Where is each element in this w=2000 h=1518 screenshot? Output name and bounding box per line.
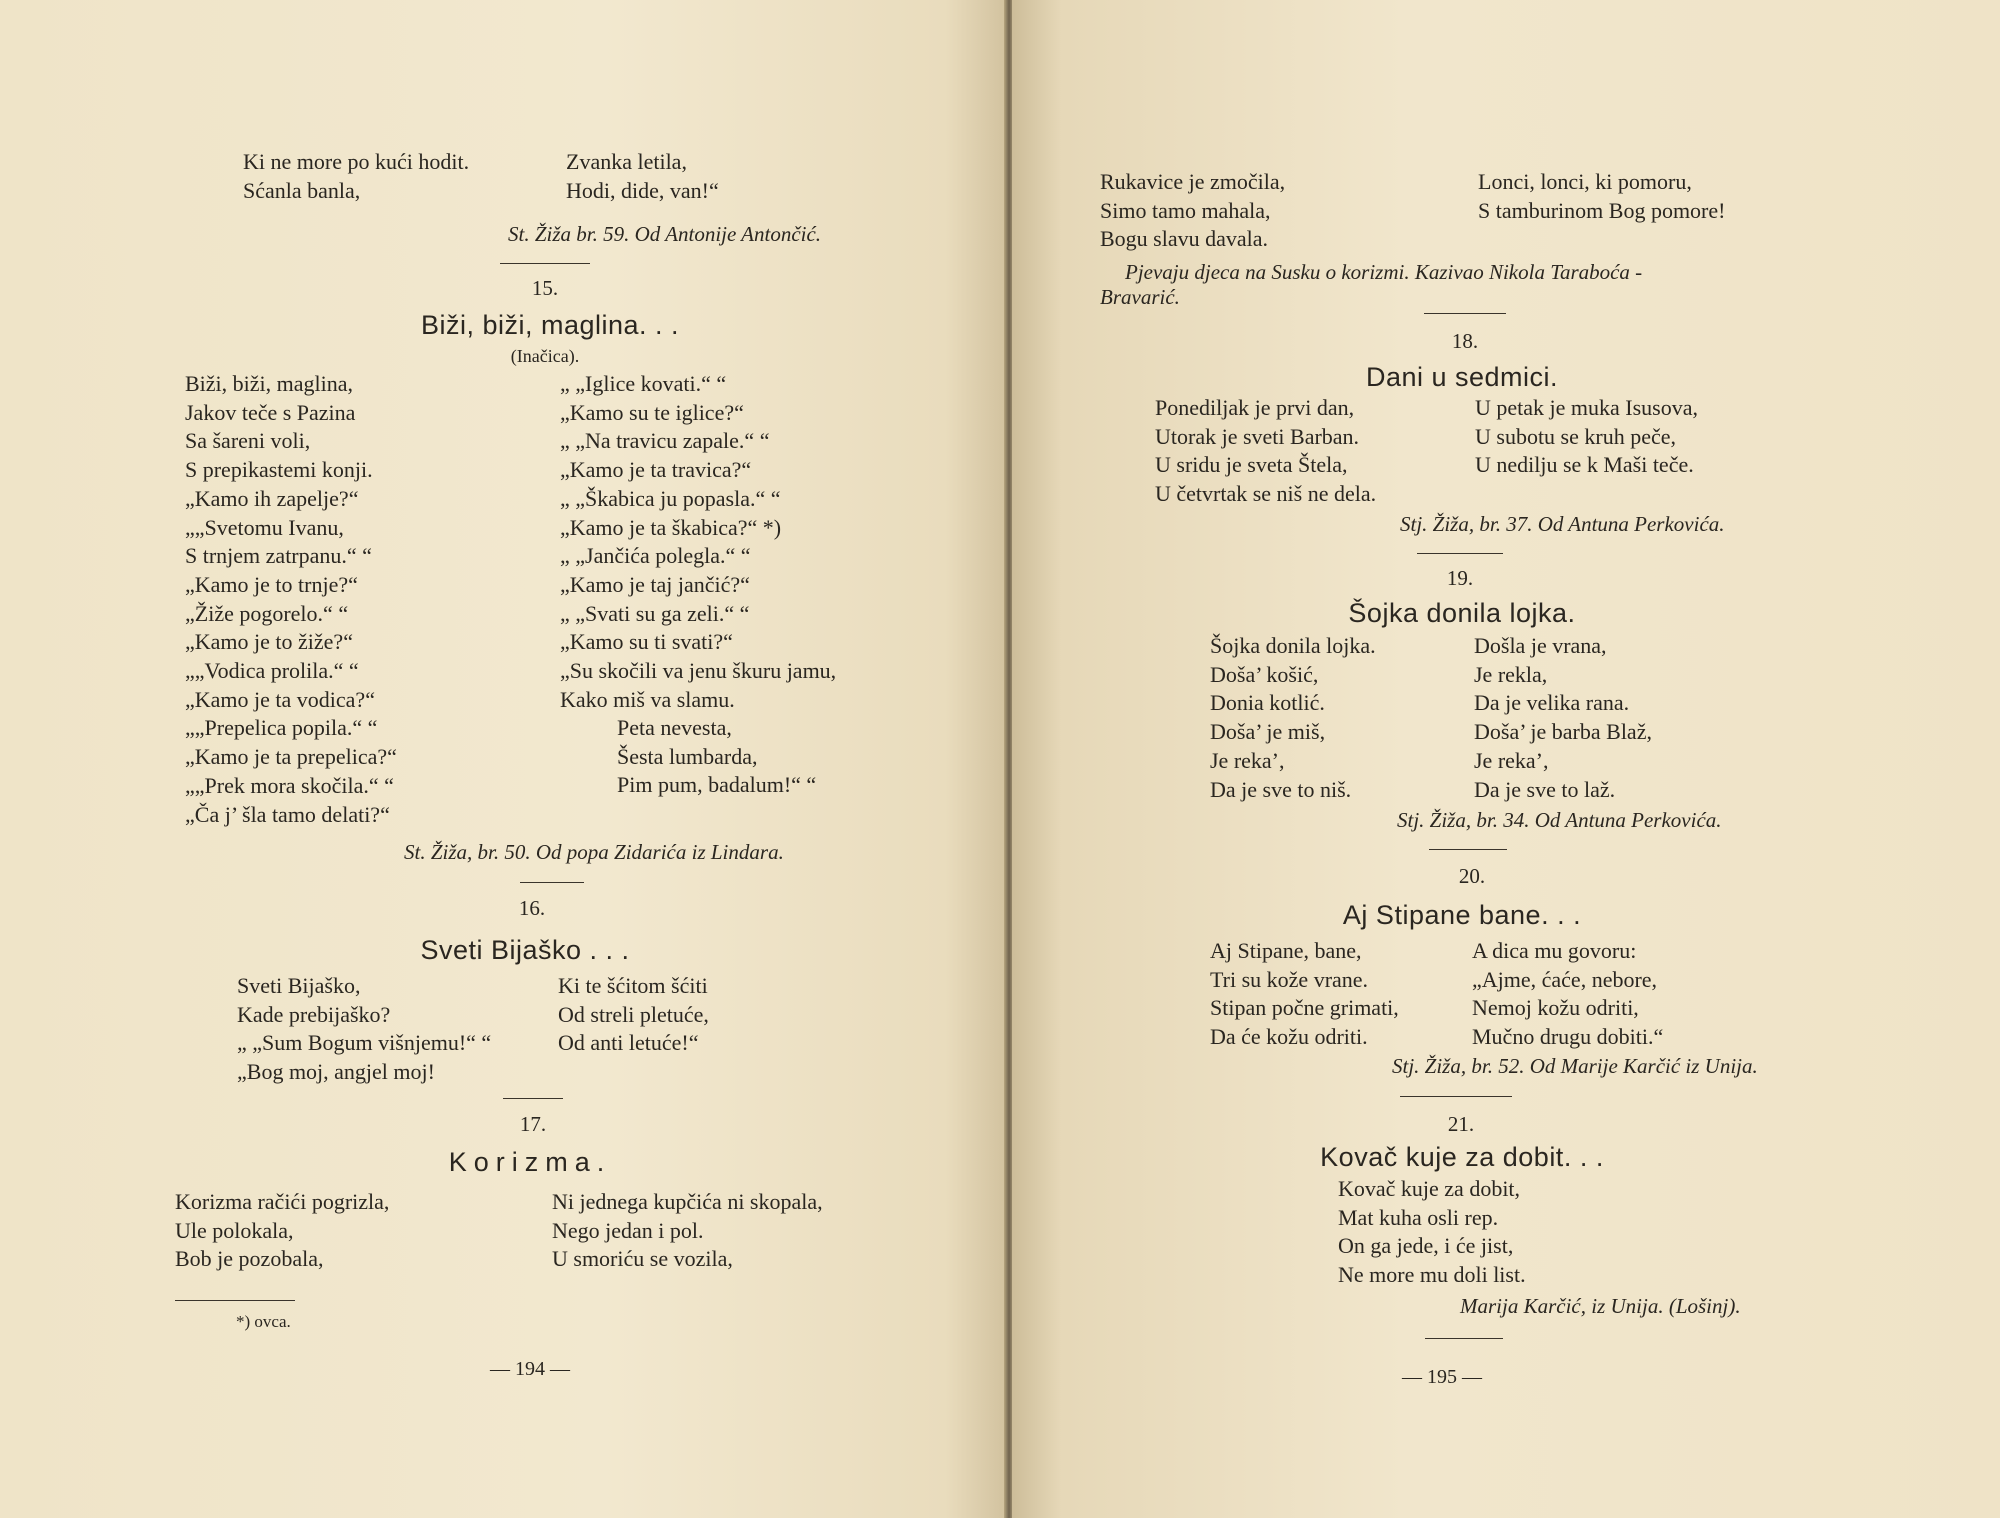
section-number: 21. bbox=[1447, 1112, 1475, 1136]
verse-line: „ „Jančića polegla.“ “ bbox=[560, 543, 751, 569]
verse-column-1 bbox=[1155, 394, 1376, 509]
verse-line: „Kamo je taj jančić?“ bbox=[560, 571, 750, 597]
verse-line: S tamburinom Bog pomore! bbox=[1478, 197, 1726, 223]
verse-line: U smoriću se vozila, bbox=[552, 1246, 733, 1272]
verse-line: Doša’ je miš, bbox=[1210, 719, 1326, 745]
verse-line: Hodi, dide, van!“ bbox=[566, 177, 719, 203]
section-title: Biži, biži, maglina. . . bbox=[420, 310, 680, 340]
verse-line: „„Svetomu Ivanu, bbox=[185, 514, 344, 540]
verse-line: „ „Iglice kovati.“ “ bbox=[560, 371, 727, 396]
verse-line: „Kamo je to trnje?“ bbox=[185, 571, 358, 597]
verse-line: Da je sve to laž. bbox=[1474, 776, 1616, 802]
verse-column-1 bbox=[237, 972, 491, 1087]
verse-line: Kovač kuje za dobit, bbox=[1338, 1176, 1521, 1201]
verse-line: Ule polokala, bbox=[175, 1217, 294, 1243]
page-number: — 195 — bbox=[1402, 1366, 1482, 1388]
verse-line: U četvrtak se niš ne dela. bbox=[1155, 481, 1377, 507]
verse-line: „„Prek mora skočila.“ “ bbox=[185, 772, 394, 798]
verse-line: Šesta lumbarda, bbox=[617, 743, 758, 769]
verse-line: Bob je pozobala, bbox=[175, 1246, 324, 1272]
verse-line: S prepikastemi konji. bbox=[185, 457, 373, 483]
divider bbox=[503, 1098, 563, 1099]
footnote-rule bbox=[175, 1300, 295, 1301]
verse-line: Doša’ je barba Blaž, bbox=[1474, 719, 1652, 745]
verse-column-2 bbox=[1474, 632, 1652, 804]
verse-line: Nego jedan i pol. bbox=[552, 1217, 704, 1243]
verse-line: „„Vodica prolila.“ “ bbox=[185, 658, 359, 684]
verse-line: „Žiže pogorelo.“ “ bbox=[185, 600, 349, 626]
verse-line: Da je velika rana. bbox=[1474, 690, 1630, 716]
section-source: St. Žiža, br. 50. Od popa Zidarića iz Lindara. bbox=[404, 840, 784, 864]
top-source-continued: Bravarić. bbox=[1100, 285, 1180, 309]
section-source: Stj. Žiža, br. 34. Od Antuna Perkovića. bbox=[1397, 808, 1722, 832]
verse-column-1 bbox=[185, 370, 397, 829]
verse-line: Od streli pletuće, bbox=[558, 1001, 709, 1027]
verse-line: Bogu slavu davala. bbox=[1100, 226, 1269, 252]
verse-line: S trnjem zatrpanu.“ “ bbox=[185, 543, 372, 569]
verse-line: U petak je muka Isusova, bbox=[1475, 395, 1698, 420]
divider bbox=[1417, 553, 1503, 554]
footnote: *) ovca. bbox=[236, 1312, 291, 1331]
verse-line: Nemoj kožu odriti, bbox=[1472, 995, 1639, 1021]
section-number: 20. bbox=[1458, 864, 1486, 888]
verse-line: U sridu je sveta Štela, bbox=[1155, 452, 1348, 478]
verse-line: Aj Stipane, bane, bbox=[1210, 938, 1362, 963]
verse-line: „ „Škabica ju popasla.“ “ bbox=[560, 485, 781, 511]
verse-line: Je reka’, bbox=[1210, 747, 1285, 773]
verse-line: U subotu se kruh peče, bbox=[1475, 423, 1677, 449]
verse-lines bbox=[1338, 1175, 1526, 1290]
verse-line: „„Prepelica popila.“ “ bbox=[185, 715, 378, 741]
verse-column-2 bbox=[1472, 937, 1663, 1052]
verse-line: „Kamo je ta škabica?“ *) bbox=[560, 514, 782, 540]
verse-line: Da će kožu odriti. bbox=[1210, 1024, 1368, 1050]
verse-line: „ „Svati su ga zeli.“ “ bbox=[560, 600, 750, 626]
page-number: — 194 — bbox=[490, 1358, 570, 1380]
verse-line: Ponediljak je prvi dan, bbox=[1155, 395, 1355, 420]
verse-line: Kako miš va slamu. bbox=[560, 686, 735, 712]
verse-line: A dica mu govoru: bbox=[1472, 938, 1637, 963]
section-title: Kovač kuje za dobit. . . bbox=[1320, 1142, 1604, 1172]
verse-column-2 bbox=[560, 370, 836, 714]
verse-line: Korizma račići pogrizla, bbox=[175, 1189, 390, 1214]
verse-line: „Kamo je ta travica?“ bbox=[560, 457, 752, 483]
section-source: Marija Karčić, iz Unija. (Lošinj). bbox=[1460, 1294, 1741, 1318]
top-source: Pjevaju djeca na Susku o korizmi. Kazivao Nikola Taraboća - bbox=[1125, 260, 1643, 284]
verse-line: Utorak je sveti Barban. bbox=[1155, 423, 1360, 449]
divider bbox=[1429, 849, 1507, 850]
section-number: 19. bbox=[1446, 566, 1474, 590]
verse-line: Mučno drugu dobiti.“ bbox=[1472, 1024, 1664, 1050]
verse-line: Rukavice je zmočila, bbox=[1100, 169, 1286, 194]
top-left-verse bbox=[1100, 168, 1285, 254]
section-subtitle: (Inačica). bbox=[510, 346, 580, 366]
verse-line: Je reka’, bbox=[1474, 747, 1549, 773]
verse-line: Peta nevesta, bbox=[617, 715, 732, 740]
verse-column-2 bbox=[1475, 394, 1698, 480]
verse-line: „Ajme, ćaće, nebore, bbox=[1472, 966, 1658, 992]
section-number: 17. bbox=[519, 1112, 547, 1136]
verse-column-2 bbox=[552, 1188, 823, 1274]
verse-line: „Kamo je ta prepelica?“ bbox=[185, 744, 397, 770]
verse-line: Doša’ košić, bbox=[1210, 661, 1319, 687]
section-title: Šojka donila lojka. bbox=[1348, 598, 1576, 628]
verse-column-2 bbox=[558, 972, 709, 1058]
verse-line: Došla je vrana, bbox=[1474, 633, 1607, 658]
verse-line: „Su skočili va jenu škuru jamu, bbox=[560, 658, 837, 684]
verse-line: Lonci, lonci, ki pomoru, bbox=[1478, 169, 1692, 194]
verse-line: „Kamo su te iglice?“ bbox=[560, 399, 744, 425]
section-title: Korizma. bbox=[448, 1147, 612, 1177]
section-title: Dani u sedmici. bbox=[1365, 362, 1559, 392]
section-number: 15. bbox=[531, 276, 559, 300]
top-right-verse bbox=[1478, 168, 1725, 225]
verse-line: Od anti letuće!“ bbox=[558, 1030, 699, 1056]
section-number: 16. bbox=[518, 896, 546, 920]
verse-line: „Kamo ih zapelje?“ bbox=[185, 485, 359, 511]
section-title: Sveti Bijaško . . . bbox=[420, 935, 630, 965]
verse-line: Šojka donila lojka. bbox=[1210, 633, 1376, 658]
verse-line: Sa šareni voli, bbox=[185, 428, 311, 454]
verse-line: Donia kotlić. bbox=[1210, 690, 1325, 716]
verse-line: Sćanla banla, bbox=[243, 177, 361, 203]
verse-line: U nedilju se k Maši teče. bbox=[1475, 452, 1694, 478]
verse-line: Simo tamo mahala, bbox=[1100, 197, 1271, 223]
section-number: 18. bbox=[1451, 329, 1479, 353]
section-source: Stj. Žiža, br. 52. Od Marije Karčić iz Unija. bbox=[1392, 1054, 1758, 1078]
verse-line: „ „Sum Bogum višnjemu!“ “ bbox=[237, 1030, 492, 1056]
divider bbox=[520, 882, 584, 883]
verse-line: Kade prebijaško? bbox=[237, 1001, 391, 1027]
verse-line: Mat kuha osli rep. bbox=[1338, 1204, 1499, 1230]
verse-line: „Kamo su ti svati?“ bbox=[560, 629, 733, 655]
divider bbox=[1400, 1096, 1512, 1097]
verse-line: Tri su kože vrane. bbox=[1210, 966, 1369, 992]
verse-column-1 bbox=[175, 1188, 389, 1274]
verse-line: Zvanka letila, bbox=[566, 149, 687, 174]
verse-line: „Kamo je to žiže?“ bbox=[185, 629, 353, 655]
verse-column-1 bbox=[1210, 937, 1399, 1052]
verse-line: „Kamo je ta vodica?“ bbox=[185, 686, 375, 712]
top-left-verse bbox=[243, 148, 469, 205]
verse-line: Ki ne more po kući hodit. bbox=[243, 149, 470, 174]
section-source: Stj. Žiža, br. 37. Od Antuna Perkovića. bbox=[1400, 512, 1725, 536]
divider bbox=[500, 263, 590, 264]
verse-line: Je rekla, bbox=[1474, 661, 1548, 687]
top-right-verse bbox=[566, 148, 719, 205]
verse-line: „Bog moj, angjel moj! bbox=[237, 1059, 435, 1085]
verse-line: „ „Na travicu zapale.“ “ bbox=[560, 428, 770, 454]
verse-line: Sveti Bijaško, bbox=[237, 973, 361, 998]
divider bbox=[1425, 1338, 1503, 1339]
top-source: St. Žiža br. 59. Od Antonije Antončić. bbox=[508, 222, 822, 246]
right-page bbox=[1012, 0, 2000, 1518]
verse-line: Ni jednega kupčića ni skopala, bbox=[552, 1189, 823, 1214]
verse-line: Ne more mu doli list. bbox=[1338, 1262, 1526, 1288]
verse-line: On ga jede, i će jist, bbox=[1338, 1233, 1514, 1259]
verse-line: „Ča j’ šla tamo delati?“ bbox=[185, 801, 390, 827]
verse-line: Ki te šćitom šćiti bbox=[558, 973, 708, 998]
verse-line: Stipan počne grimati, bbox=[1210, 995, 1399, 1021]
verse-column-1 bbox=[1210, 632, 1376, 804]
verse-column-2-indent bbox=[617, 714, 816, 800]
divider bbox=[1424, 313, 1506, 314]
verse-line: Pim pum, badalum!“ “ bbox=[617, 772, 817, 798]
verse-line: Da je sve to niš. bbox=[1210, 776, 1352, 802]
verse-line: Biži, biži, maglina, bbox=[185, 371, 354, 396]
section-title: Aj Stipane bane. . . bbox=[1342, 900, 1582, 930]
verse-line: Jakov teče s Pazina bbox=[185, 399, 356, 425]
